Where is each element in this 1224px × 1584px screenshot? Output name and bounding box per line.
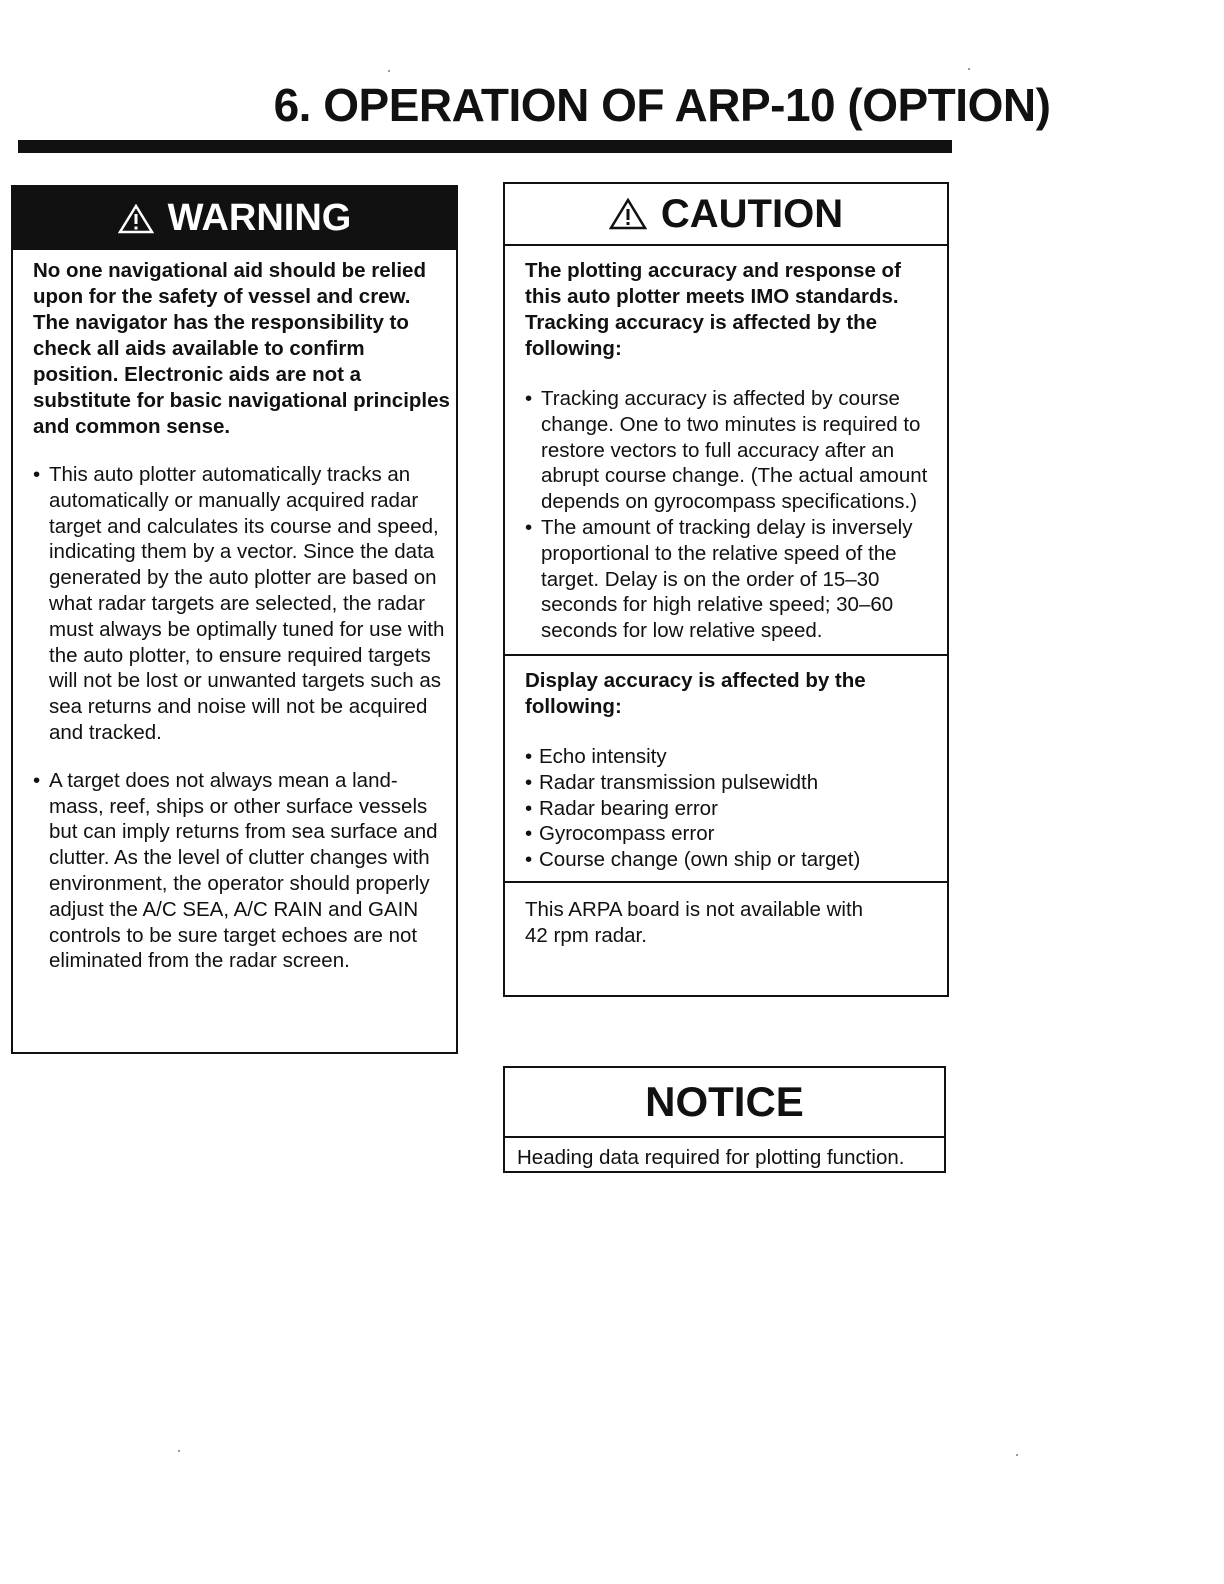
scan-speck [388,70,390,72]
display-bullet: • Radar bearing error [525,796,943,822]
tracking-bullet: • The amount of tracking delay is inversely proportional to the relative speed of the target. Delay is on the order of 15–30 seconds for high relative speed; 30–60 seconds for low relative speed. [525,515,943,644]
display-bullet-list [525,744,943,873]
caution-box [503,182,949,997]
notice-header [505,1068,944,1138]
display-bullet: • Radar transmission pulsewidth [525,770,943,796]
warning-bullet-list [33,462,450,974]
warning-bullet: • A target does not always mean a land-mass, reef, ships or other surface vessels but can imply returns from sea surface and clutter. As the level of clutter changes with environment, the operator should properly adjust the A/C SEA, A/C RAIN and GAIN controls to be sure target echoes are not eliminated from the radar screen. [33,768,450,974]
warning-box [11,185,458,1054]
tracking-bullet: • Tracking accuracy is affected by course change. One to two minutes is required to restore vectors to full accuracy after an abrupt course change. (The actual amount depends on gyrocompass specifications.) [525,386,943,515]
caution-heading: CAUTION [660,191,844,236]
warning-intro: No one navigational aid should be relied upon for the safety of vessel and crew. The navigator has the responsibility to check all aids available to confirm position. Electronic aids are not a substitute for basic navigational principles and common sense. [33,259,450,438]
warning-triangle-icon [118,204,154,234]
notice-heading: NOTICE [645,1078,804,1125]
scan-speck [178,1450,180,1452]
scan-speck [968,68,970,70]
display-bullet: • Course change (own ship or target) [525,847,943,873]
page-title: 6. OPERATION OF ARP-10 (OPTION) [273,79,1051,131]
display-bullet: • Echo intensity [525,744,943,770]
caution-triangle-icon [609,198,647,230]
caution-intro: The plotting accuracy and response of this auto plotter meets IMO standards. Tracking accuracy is affected by the following: [525,259,901,360]
display-bullet: • Gyrocompass error [525,821,943,847]
warning-heading: WARNING [167,197,352,239]
notice-text: Heading data required for plotting function. [517,1146,905,1169]
notice-box [503,1066,946,1173]
tracking-bullet-list [525,386,943,644]
title-rule [18,140,952,153]
warning-header [13,187,456,250]
caution-header [505,184,947,246]
warning-bullet: • This auto plotter automatically tracks an automatically or manually acquired radar target and calculates its course and speed, indicating them by a vector. Since the data generated by the auto plotter are based on what radar targets are selected, the radar must always be optimally tuned for use with the auto plotter, to ensure required targets will not be lost or unwanted targets such as sea returns and noise will not be acquired and tracked. [33,462,450,746]
scan-speck [1016,1454,1018,1456]
arpa-note: This ARPA board is not available with 42 rpm radar. [525,897,864,947]
display-accuracy-intro: Display accuracy is affected by the following: [525,668,866,718]
